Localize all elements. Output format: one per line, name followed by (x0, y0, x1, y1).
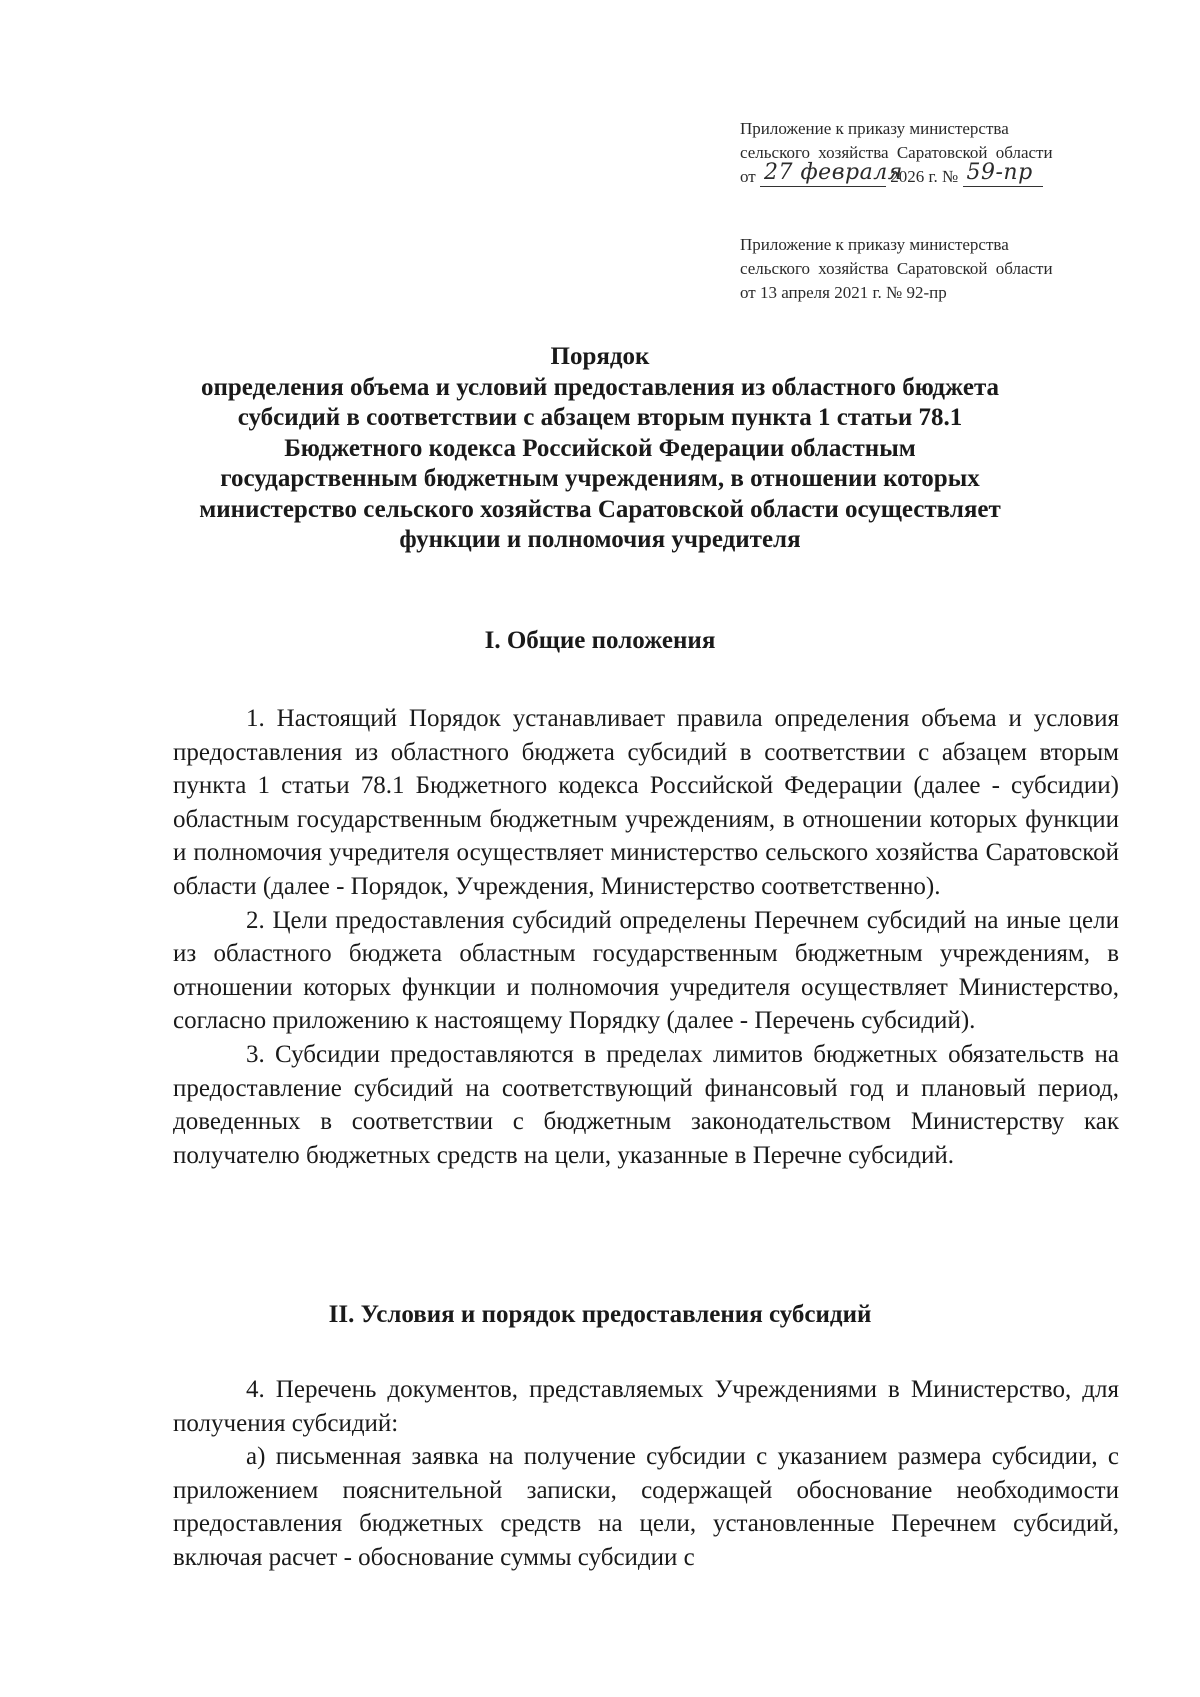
paragraph-2: 2. Цели предоставления субсидий определены Перечнем субсидий на иные цели из областного бюджета областным государственным бюджетным учреждениям, в отношении которых функции и полномочия учредителя осуществляет Министерство, согласно приложению к настоящему Порядку (далее - Перечень субсидий). (173, 906, 1119, 1035)
annex-new-line2: сельского хозяйства Саратовской области (740, 143, 1053, 162)
annex-old-line1: Приложение к приказу министерства (740, 235, 1009, 254)
title-line-1: Порядок (550, 343, 650, 370)
annex-header-new (740, 117, 1160, 189)
annex-old-line2: сельского хозяйства Саратовской области (740, 259, 1053, 278)
document-title (150, 342, 1050, 556)
section-2-body (173, 1373, 1119, 1575)
title-line-3: субсидий в соответствии с абзацем вторым пункта 1 статьи 78.1 (237, 404, 963, 431)
annex-new-line1: Приложение к приказу министерства (740, 119, 1009, 138)
annex-header-old (740, 233, 1160, 305)
handwritten-date: 27 февраля (760, 166, 886, 187)
title-line-2: определения объема и условий предоставления из областного бюджета (200, 373, 1000, 401)
paragraph-3: 3. Субсидии предоставляются в пределах лимитов бюджетных обязательств на предоставление субсидий на соответствующий финансовый год и плановый период, доведенных в соответствии с бюджетным законодательством Министерству как получателю бюджетных средств на цели, указанные в Перечне субсидий. (173, 1040, 1119, 1169)
paragraph-1: 1. Настоящий Порядок устанавливает правила определения объема и условия предоставления из областного бюджета субсидий в соответствии с абзацем вторым пункта 1 статьи 78.1 Бюджетного кодекса Российской Федерации (далее - субсидии) областным государственным бюджетным учреждениям, в отношении которых функции и полномочия учредителя осуществляет министерство сельского хозяйства Саратовской области (далее - Порядок, Учреждения, Министерство соответственно). (173, 705, 1119, 900)
section-1-heading: I. Общие положения (484, 627, 716, 654)
annex-new-prefix: от (740, 167, 756, 186)
paragraph-4: 4. Перечень документов, представляемых Учреждениями в Министерство, для получения субсидий: (173, 1376, 1119, 1437)
annex-new-year: 2026 г. № (890, 167, 959, 186)
title-line-5: государственным бюджетным учреждениям, в отношении которых (220, 465, 980, 492)
title-line-6: министерство сельского хозяйства Саратовской области осуществляет (199, 495, 1001, 523)
paragraph-4a: а) письменная заявка на получение субсидии с указанием размера субсидии, с приложением пояснительной записки, содержащей обоснование необходимости предоставления бюджетных средств на цели, установленные Перечнем субсидий, включая расчет - обоснование суммы субсидии с (173, 1443, 1119, 1571)
title-line-7: функции и полномочия учредителя (399, 526, 801, 553)
annex-new-line3 (740, 160, 1160, 189)
section-2-heading: II. Условия и порядок предоставления субсидий (328, 1301, 872, 1328)
section-1-body (173, 702, 1119, 1172)
title-line-4: Бюджетного кодекса Российской Федерации областным (284, 434, 916, 462)
annex-old-line3: от 13 апреля 2021 г. № 92-пр (740, 283, 947, 302)
handwritten-number: 59-пр (963, 166, 1043, 187)
